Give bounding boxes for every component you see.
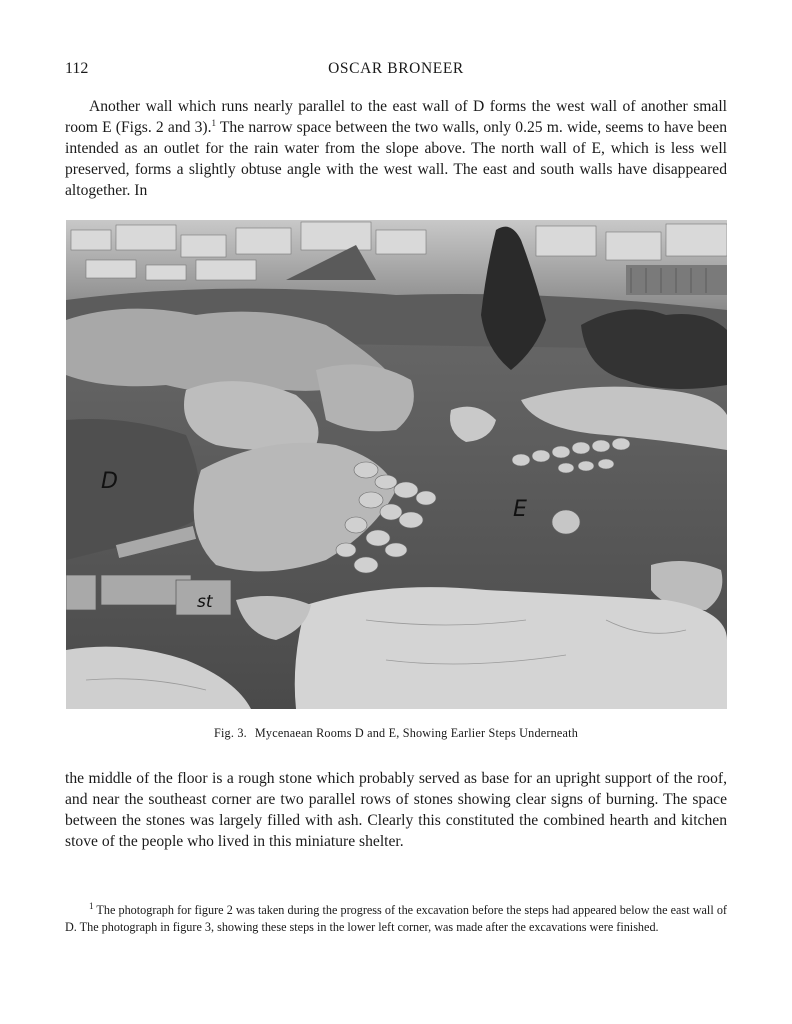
running-title: OSCAR BRONEER (328, 60, 464, 77)
caption-text: Mycenaean Rooms D and E, Showing Earlier Steps Underneath (254, 726, 579, 740)
label-steps: st (197, 592, 213, 612)
caption-number: Fig. 3. (213, 726, 247, 740)
paragraph-top-text-a: Another wall which runs nearly parallel to the east wall of D forms the west wall of another small room E (Figs. 2 and 3). (65, 98, 727, 136)
excavation-photo (66, 220, 727, 709)
footnote (65, 902, 727, 936)
paragraph-top-text-b: The narrow space between the two walls, only 0.25 m. wide, seems to have been intended as an outlet for the rain water from the slope above. The north wall of E, which is less well preserved, forms a slightly obtuse angle with the west wall. The east and south walls have disappeared altogether. In (65, 119, 727, 199)
label-room-e: E (513, 497, 527, 522)
paragraph-bottom-text: the middle of the floor is a rough stone which probably served as base for an upright support of the roof, and near the southeast corner are two parallel rows of stones showing clear signs of burning. The space between the stones was largely filled with ash. Clearly this constituted the combined hearth and kitchen stove of the people who lived in this miniature shelter. (65, 770, 727, 850)
footnote-text: The photograph for figure 2 was taken during the progress of the excavation before the steps had appeared below the east wall of D. The photograph in figure 3, showing these steps in the lower left corner, was made after the excavations were finished. (65, 903, 727, 934)
paragraph-top (65, 96, 727, 201)
footnote-reference: 1 (211, 117, 216, 128)
label-room-d: D (101, 469, 118, 494)
footnote-text-block (65, 902, 727, 936)
footnote-marker: 1 (89, 900, 94, 911)
paragraph-top-text (65, 96, 727, 201)
page-header (65, 60, 727, 84)
paragraph-bottom (65, 768, 727, 852)
figure-photograph (66, 220, 727, 709)
page-number: 112 (65, 60, 89, 77)
figure-caption (65, 726, 727, 741)
